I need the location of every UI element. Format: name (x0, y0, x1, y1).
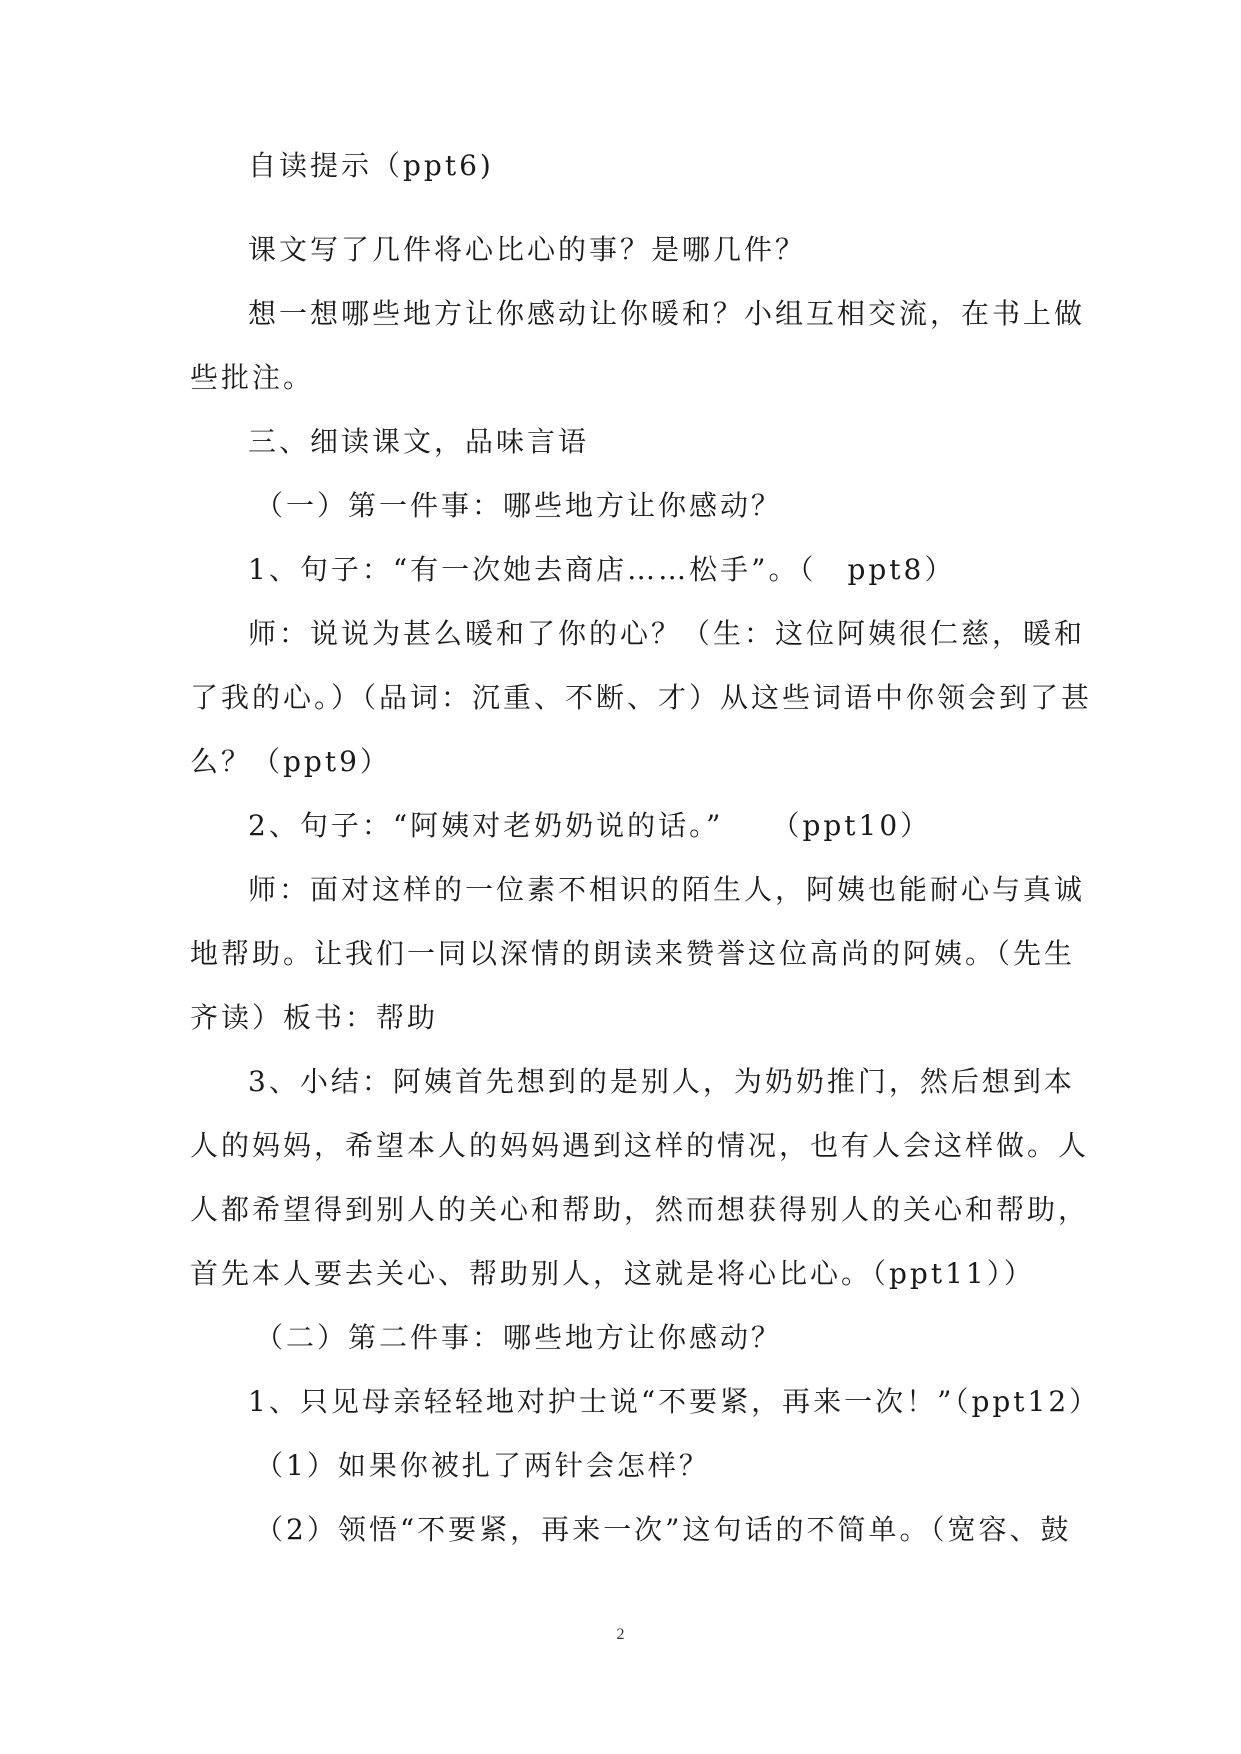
summary-line-1: 3、小结：阿姨首先想到的是别人，为奶奶推门，然后想到本 (248, 1065, 1075, 1098)
subheading-first-event: （一）第一件事：哪些地方让你感动？ (255, 489, 783, 522)
question-2: （2）领悟“不要紧，再来一次”这句话的不简单。（宽容、鼓 (255, 1513, 1072, 1546)
paragraph-1: 自读提示（ppt6) (248, 149, 494, 182)
page-number: 2 (616, 1626, 625, 1643)
question-1: （1）如果你被扎了两针会怎样？ (255, 1449, 710, 1482)
sentence-1: 1、句子：“有一次她去商店……松手”。（ ppt8） (248, 553, 956, 586)
teacher-para-1-line-1: 师：说说为甚么暖和了你的心？（生：这位阿姨很仁慈，暖和 (248, 617, 1086, 650)
teacher-para-1-line-3: 么？（ppt9） (190, 745, 391, 778)
sentence-2: 2、句子：“阿姨对老奶奶说的话。” （ppt10） (248, 809, 932, 842)
paragraph-2: 课文写了几件将心比心的事？是哪几件？ (248, 233, 807, 266)
summary-line-3: 人都希望得到别人的关心和帮助，然而想获得别人的关心和帮助， (190, 1193, 1090, 1226)
section-heading-3: 三、细读课文，品味言语 (248, 425, 590, 458)
summary-line-4: 首先本人要去关心、帮助别人，这就是将心比心。（ppt11）） (190, 1257, 1035, 1290)
teacher-para-1-line-2: 了我的心。）（品词：沉重、不断、才）从这些词语中你领会到了甚 (190, 681, 1093, 714)
teacher-para-2-line-2: 地帮助。让我们一同以深情的朗读来赞誉这位高尚的阿姨。（先生 (190, 937, 1076, 970)
teacher-para-2-line-1: 师：面对这样的一位素不相识的陌生人，阿姨也能耐心与真诚 (248, 873, 1086, 906)
paragraph-3-line-2: 些批注。 (190, 361, 315, 394)
teacher-para-2-line-3: 齐读）板书：帮助 (190, 1001, 439, 1034)
subheading-second-event: （二）第二件事：哪些地方让你感动？ (255, 1321, 783, 1354)
paragraph-3-line-1: 想一想哪些地方让你感动让你暖和？小组互相交流，在书上做 (248, 297, 1086, 330)
sentence-3: 1、只见母亲轻轻地对护士说“不要紧，再来一次！”（ppt12） (248, 1385, 1101, 1418)
summary-line-2: 人的妈妈，希望本人的妈妈遇到这样的情况，也有人会这样做。人 (190, 1129, 1090, 1162)
